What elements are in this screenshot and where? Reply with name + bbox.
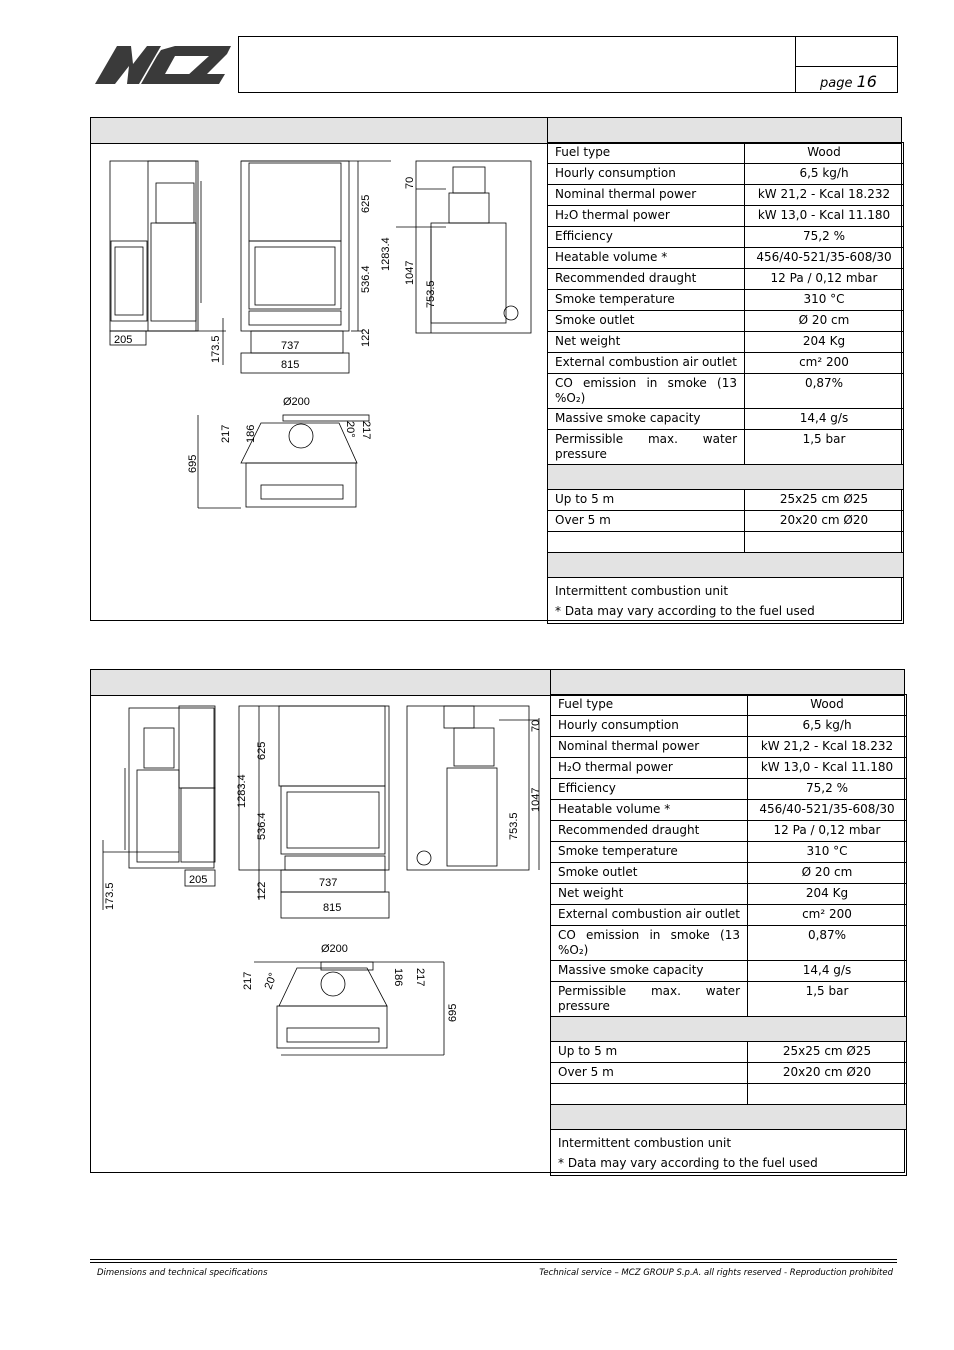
spec-label: External combustion air outlet <box>548 353 745 374</box>
spec-label: Fuel type <box>551 695 748 716</box>
spec-label: External combustion air outlet <box>551 905 748 926</box>
table-separator <box>548 553 904 578</box>
dim-text: 217 <box>220 424 232 443</box>
spec-value: kW 21,2 - Kcal 18.232 <box>748 737 907 758</box>
spec-row <box>548 290 904 311</box>
spec-value: 204 Kg <box>748 884 907 905</box>
product-section-2 <box>90 669 905 1173</box>
spec-value: 0,87% <box>748 926 907 961</box>
dim-text: 536.4 <box>256 812 268 840</box>
note-text: * Data may vary according to the fuel used <box>548 602 904 624</box>
spec-value: cm² 200 <box>748 905 907 926</box>
flue-value: 20x20 cm Ø20 <box>745 511 904 532</box>
spec-value: 0,87% <box>745 374 904 409</box>
spec-label: Permissible max. water pressure <box>548 430 745 465</box>
note-text: Intermittent combustion unit <box>551 1130 907 1155</box>
flue-label: Over 5 m <box>548 511 745 532</box>
spec-value: 310 °C <box>745 290 904 311</box>
spec-row <box>548 248 904 269</box>
dim-text: 20° <box>344 421 356 438</box>
spec-row <box>551 884 907 905</box>
dim-text: 217 <box>414 968 426 987</box>
spec-value: kW 21,2 - Kcal 18.232 <box>745 185 904 206</box>
spec-row <box>551 737 907 758</box>
dim-text: 173.5 <box>210 335 222 363</box>
spec-value: Wood <box>745 143 904 164</box>
spec-label: Permissible max. water pressure <box>551 982 748 1017</box>
spec-value: 6,5 kg/h <box>748 716 907 737</box>
dim-text: 815 <box>281 359 300 371</box>
spec-row <box>551 961 907 982</box>
spec-value: 1,5 bar <box>748 982 907 1017</box>
dim-text: 1047 <box>530 787 542 812</box>
spec-value: kW 13,0 - Kcal 11.180 <box>745 206 904 227</box>
note-text: Intermittent combustion unit <box>548 578 904 603</box>
spec-label: CO emission in smoke (13 %O₂) <box>548 374 745 409</box>
dim-text: 173.5 <box>104 882 116 910</box>
note-row <box>551 1130 907 1155</box>
header-title-box <box>238 36 796 93</box>
mcz-logo <box>95 44 233 86</box>
product-section-1 <box>90 117 902 621</box>
spec-label: Nominal thermal power <box>551 737 748 758</box>
dim-text: 70 <box>530 719 542 732</box>
spec-label: Massive smoke capacity <box>548 409 745 430</box>
dim-text: 815 <box>323 902 342 914</box>
spec-row <box>551 821 907 842</box>
spec-label: CO emission in smoke (13 %O₂) <box>551 926 748 961</box>
spec-row <box>551 779 907 800</box>
dim-text: 695 <box>447 1003 459 1022</box>
technical-drawing-1 <box>101 153 541 533</box>
spec-value: 310 °C <box>748 842 907 863</box>
spec-row <box>548 409 904 430</box>
spec-value: kW 13,0 - Kcal 11.180 <box>748 758 907 779</box>
flue-label: Over 5 m <box>551 1063 748 1084</box>
spec-table-1 <box>547 142 904 624</box>
spec-row <box>551 758 907 779</box>
spec-value: 456/40-521/35-608/30 <box>745 248 904 269</box>
header-code-box <box>795 36 898 67</box>
spec-value: 75,2 % <box>748 779 907 800</box>
blank-row <box>548 532 904 553</box>
spec-label: Smoke temperature <box>551 842 748 863</box>
spec-label: H₂O thermal power <box>548 206 745 227</box>
spec-row <box>548 164 904 185</box>
spec-row <box>548 206 904 227</box>
flue-label: Up to 5 m <box>548 490 745 511</box>
flue-row <box>548 490 904 511</box>
spec-row <box>548 185 904 206</box>
spec-label: Efficiency <box>551 779 748 800</box>
flue-row <box>551 1063 907 1084</box>
spec-value: 1,5 bar <box>745 430 904 465</box>
header-page-box <box>795 66 898 93</box>
dim-text: 217 <box>242 971 254 990</box>
spec-value: 12 Pa / 0,12 mbar <box>745 269 904 290</box>
dim-text: 625 <box>256 741 268 760</box>
spec-row <box>551 863 907 884</box>
dim-text: Ø200 <box>283 396 310 408</box>
note-text: * Data may vary according to the fuel used <box>551 1154 907 1176</box>
dim-text: 217 <box>360 421 372 440</box>
dim-text: 753.5 <box>425 280 437 308</box>
flue-row <box>548 511 904 532</box>
technical-drawing-2 <box>99 700 545 1065</box>
spec-row <box>551 982 907 1017</box>
dim-text: 625 <box>360 194 372 213</box>
spec-value: cm² 200 <box>745 353 904 374</box>
spec-row <box>548 143 904 164</box>
spec-label: Heatable volume * <box>548 248 745 269</box>
spec-row <box>548 430 904 465</box>
dim-text: 695 <box>187 454 199 473</box>
spec-row <box>551 842 907 863</box>
dim-text: Ø200 <box>321 943 348 955</box>
table-separator <box>548 465 904 490</box>
spec-row <box>548 332 904 353</box>
spec-row <box>551 905 907 926</box>
spec-label: Net weight <box>548 332 745 353</box>
spec-label: Net weight <box>551 884 748 905</box>
spec-label: Hourly consumption <box>548 164 745 185</box>
spec-value: 14,4 g/s <box>748 961 907 982</box>
spec-label: Smoke outlet <box>551 863 748 884</box>
section-header-bar <box>91 118 901 144</box>
spec-row <box>551 716 907 737</box>
note-row <box>548 578 904 603</box>
spec-value: Ø 20 cm <box>745 311 904 332</box>
spec-row <box>548 227 904 248</box>
dim-text: 1283.4 <box>380 237 392 271</box>
dim-text: 536.4 <box>360 265 372 293</box>
footer-rule <box>90 1259 897 1260</box>
spec-row <box>551 695 907 716</box>
spec-label: Hourly consumption <box>551 716 748 737</box>
spec-value: 12 Pa / 0,12 mbar <box>748 821 907 842</box>
spec-value: Wood <box>748 695 907 716</box>
flue-value: 25x25 cm Ø25 <box>745 490 904 511</box>
spec-value: 456/40-521/35-608/30 <box>748 800 907 821</box>
spec-label: Recommended draught <box>548 269 745 290</box>
spec-row <box>551 926 907 961</box>
spec-row <box>548 374 904 409</box>
spec-value: 6,5 kg/h <box>745 164 904 185</box>
note-row <box>548 602 904 624</box>
dim-text: 753.5 <box>508 812 520 840</box>
dim-text: 70 <box>404 176 416 189</box>
spec-row <box>548 269 904 290</box>
spec-label: Smoke temperature <box>548 290 745 311</box>
flue-label: Up to 5 m <box>551 1042 748 1063</box>
dim-text: 1283.4 <box>236 774 248 808</box>
dim-text: 122 <box>256 881 268 900</box>
spec-value: 75,2 % <box>745 227 904 248</box>
spec-table-2 <box>550 694 907 1176</box>
footer-rule <box>90 1262 897 1263</box>
spec-label: Nominal thermal power <box>548 185 745 206</box>
flue-value: 20x20 cm Ø20 <box>748 1063 907 1084</box>
blank-row <box>551 1084 907 1105</box>
table-separator <box>551 1105 907 1130</box>
dim-text: 20° <box>262 971 280 992</box>
spec-value: 14,4 g/s <box>745 409 904 430</box>
section-header-bar <box>91 670 904 696</box>
dim-text: 205 <box>189 874 208 886</box>
spec-value: Ø 20 cm <box>748 863 907 884</box>
flue-value: 25x25 cm Ø25 <box>748 1042 907 1063</box>
spec-label: Fuel type <box>548 143 745 164</box>
spec-label: Heatable volume * <box>551 800 748 821</box>
spec-value: 204 Kg <box>745 332 904 353</box>
dim-text: 737 <box>281 340 300 352</box>
page-number: page 16 <box>820 72 877 91</box>
spec-row <box>548 353 904 374</box>
footer-right-text: Technical service – MCZ GROUP S.p.A. all rights reserved - Reproduction prohibited <box>539 1268 893 1278</box>
spec-row <box>551 800 907 821</box>
spec-label: Recommended draught <box>551 821 748 842</box>
footer-left-text: Dimensions and technical specifications <box>97 1268 268 1278</box>
dim-text: 186 <box>392 968 404 987</box>
dim-text: 122 <box>360 328 372 347</box>
dim-text: 205 <box>114 334 133 346</box>
note-row <box>551 1154 907 1176</box>
dim-text: 1047 <box>404 260 416 285</box>
spec-row <box>548 311 904 332</box>
flue-row <box>551 1042 907 1063</box>
dim-text: 737 <box>319 877 338 889</box>
spec-label: H₂O thermal power <box>551 758 748 779</box>
table-separator <box>551 1017 907 1042</box>
spec-label: Efficiency <box>548 227 745 248</box>
spec-label: Smoke outlet <box>548 311 745 332</box>
spec-label: Massive smoke capacity <box>551 961 748 982</box>
dim-text: 186 <box>245 424 257 443</box>
